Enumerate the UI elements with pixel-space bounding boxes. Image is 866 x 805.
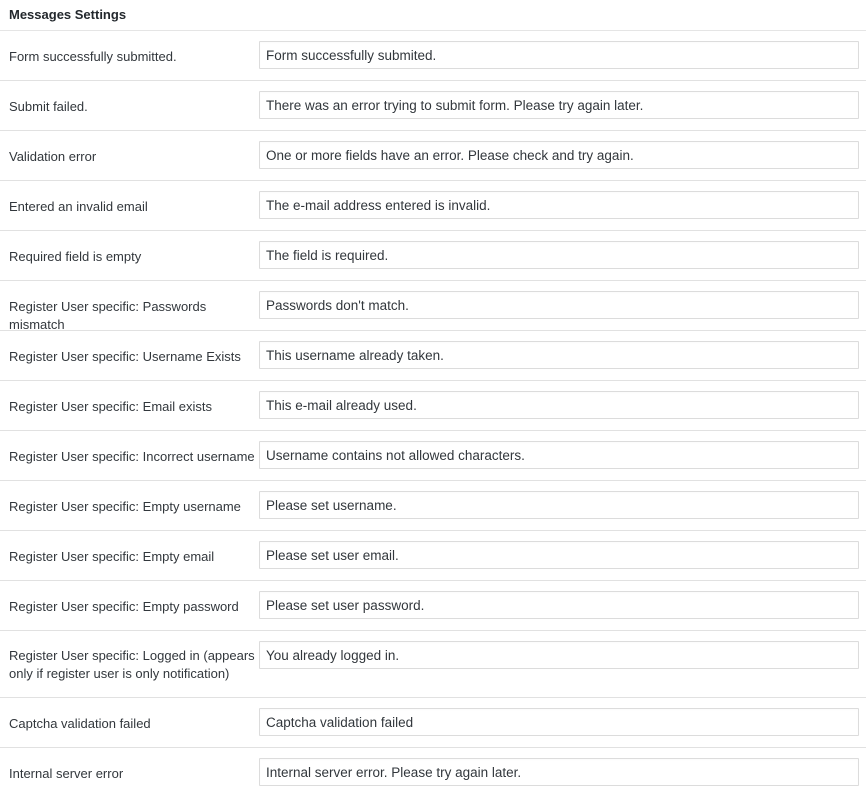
setting-row-username-exists: [0, 331, 866, 381]
setting-input-passwords-mismatch[interactable]: [259, 291, 859, 319]
setting-label: Register User specific: Empty email: [9, 549, 215, 564]
setting-label: Register User specific: Logged in (appears only if register user is only notification): [9, 648, 255, 681]
setting-input-incorrect-username[interactable]: [259, 441, 859, 469]
setting-input-logged-in[interactable]: [259, 641, 859, 669]
setting-row-empty-email: [0, 531, 866, 581]
setting-label: Register User specific: Incorrect username: [9, 449, 255, 464]
setting-label: Captcha validation failed: [9, 716, 151, 731]
setting-input-captcha-failed[interactable]: [259, 708, 859, 736]
setting-row-incorrect-username: [0, 431, 866, 481]
setting-label: Form successfully submitted.: [9, 49, 177, 64]
setting-row-email-exists: [0, 381, 866, 431]
setting-input-form-success[interactable]: [259, 41, 859, 69]
setting-input-submit-failed[interactable]: [259, 91, 859, 119]
setting-row-validation-error: [0, 131, 866, 181]
setting-row-empty-password: [0, 581, 866, 631]
setting-label: Register User specific: Passwords mismatch: [9, 299, 207, 332]
setting-input-username-exists[interactable]: [259, 341, 859, 369]
setting-input-validation-error[interactable]: [259, 141, 859, 169]
setting-label: Required field is empty: [9, 249, 142, 264]
setting-label: Internal server error: [9, 766, 124, 781]
setting-row-logged-in: [0, 631, 866, 698]
setting-label: Submit failed.: [9, 99, 88, 114]
setting-input-email-exists[interactable]: [259, 391, 859, 419]
messages-settings-list: [0, 31, 866, 798]
setting-label: Register User specific: Username Exists: [9, 349, 241, 364]
setting-row-required-field: [0, 231, 866, 281]
setting-row-captcha-failed: [0, 698, 866, 748]
section-title: Messages Settings: [9, 6, 127, 22]
setting-label: Validation error: [9, 149, 97, 164]
setting-label: Register User specific: Empty username: [9, 499, 241, 514]
setting-row-passwords-mismatch: [0, 281, 866, 331]
setting-row-form-success: [0, 31, 866, 81]
setting-input-empty-password[interactable]: [259, 591, 859, 619]
setting-row-invalid-email: [0, 181, 866, 231]
setting-input-invalid-email[interactable]: [259, 191, 859, 219]
setting-row-submit-failed: [0, 81, 866, 131]
setting-label: Register User specific: Empty password: [9, 599, 239, 614]
setting-input-empty-username[interactable]: [259, 491, 859, 519]
setting-label: Entered an invalid email: [9, 199, 148, 214]
setting-row-empty-username: [0, 481, 866, 531]
setting-label: Register User specific: Email exists: [9, 399, 212, 414]
setting-input-required-field[interactable]: [259, 241, 859, 269]
setting-row-internal-server-error: [0, 748, 866, 798]
setting-input-empty-email[interactable]: [259, 541, 859, 569]
section-header: [0, 0, 866, 31]
setting-input-internal-server-error[interactable]: [259, 758, 859, 786]
